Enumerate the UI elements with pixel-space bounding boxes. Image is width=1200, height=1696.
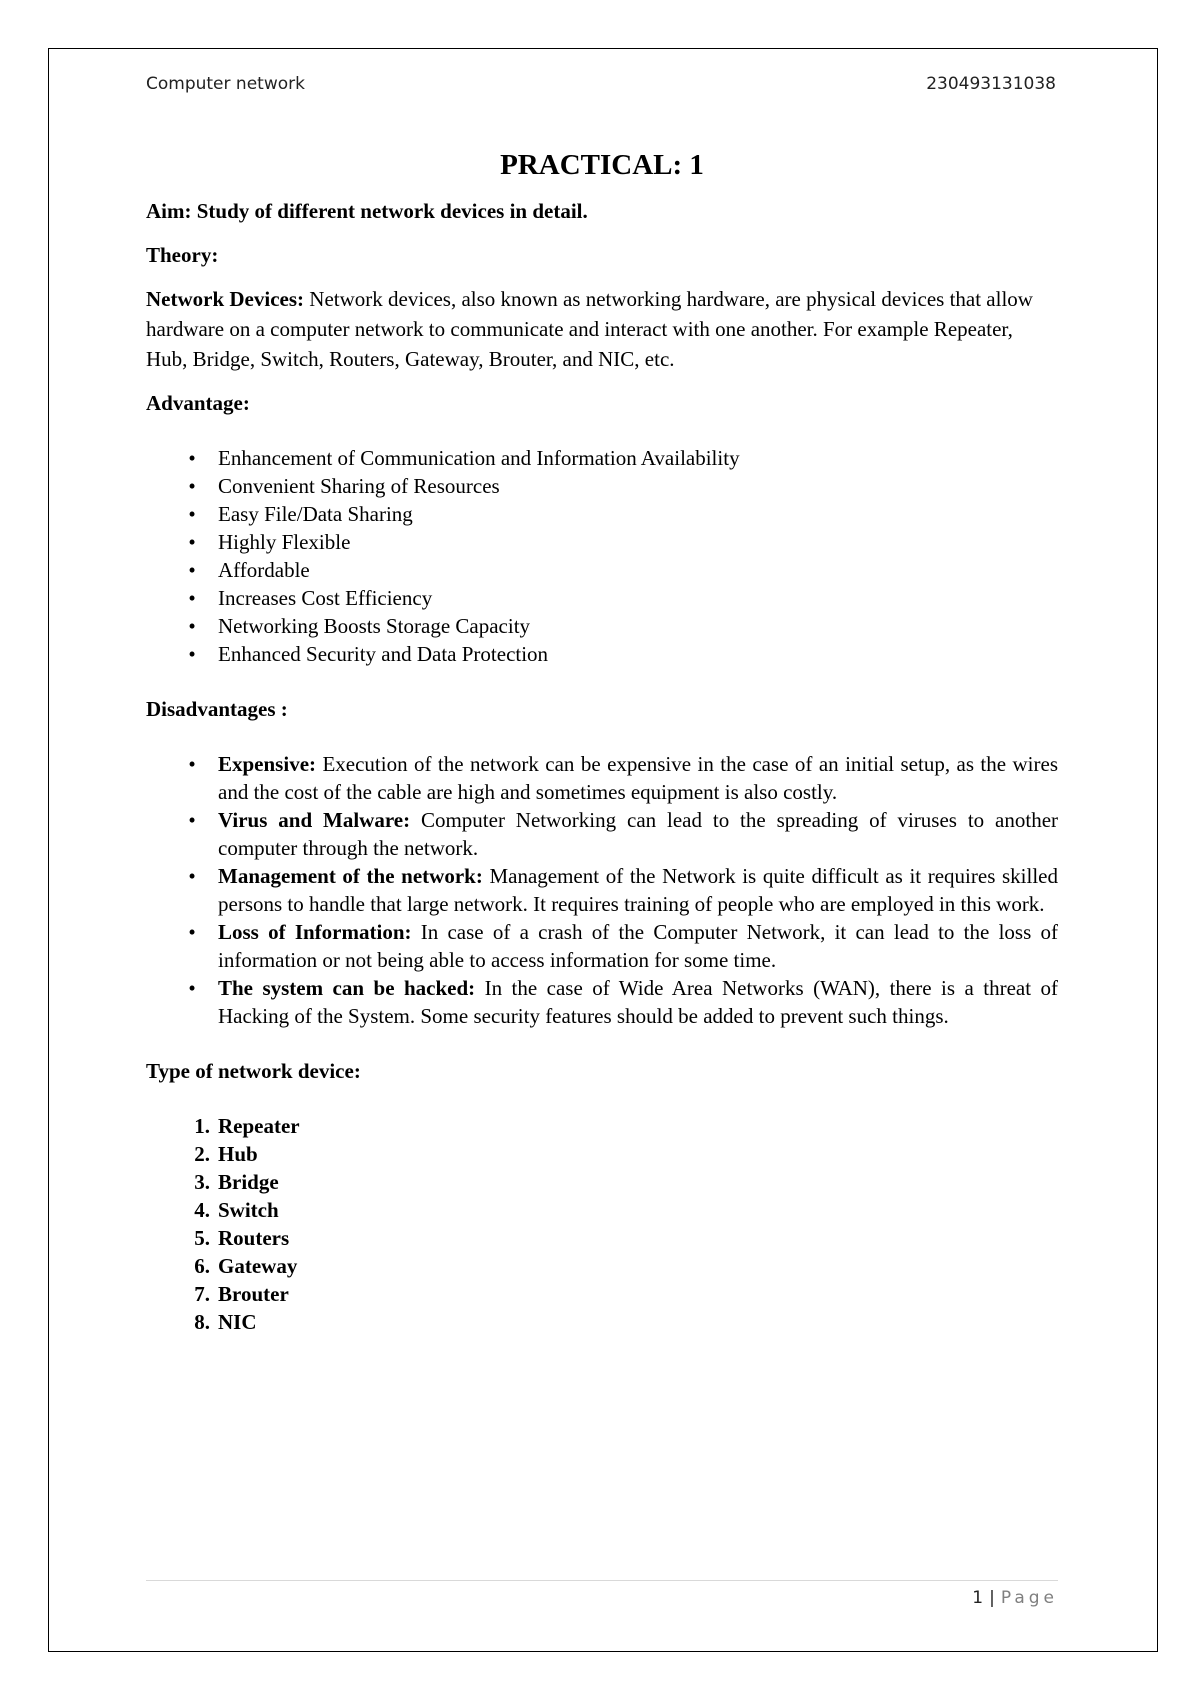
list-number: 8.	[194, 1310, 210, 1334]
disadvantages-heading: Disadvantages :	[146, 697, 288, 721]
bullet-icon: •	[188, 558, 196, 582]
footer-separator: |	[989, 1588, 995, 1608]
document-body	[146, 146, 1058, 1336]
aim-statement: Aim: Study of different network devices in detail.	[146, 199, 588, 223]
advantage-item-text: Enhanced Security and Data Protection	[218, 642, 549, 666]
page-word: Page	[1000, 1588, 1058, 1608]
footer-divider	[146, 1580, 1058, 1581]
bullet-icon: •	[188, 864, 196, 888]
advantage-item	[146, 556, 1058, 584]
page-title: PRACTICAL: 1	[500, 149, 704, 181]
disadvantage-text: In the case of Wide Area Networks (WAN), there is a threat of Hacking of the System. Some security features should be added to prevent such things.	[218, 976, 1058, 1028]
network-device-type-item	[146, 1308, 1058, 1336]
network-device-type-item	[146, 1112, 1058, 1140]
theory-heading: Theory:	[146, 243, 219, 267]
bullet-icon: •	[188, 502, 196, 526]
network-devices-paragraph	[146, 284, 1058, 374]
advantage-item	[146, 640, 1058, 668]
bullet-icon: •	[188, 474, 196, 498]
page-number: 1	[972, 1588, 984, 1608]
network-device-type-item	[146, 1224, 1058, 1252]
disadvantage-item	[146, 750, 1058, 806]
list-number: 2.	[194, 1142, 210, 1166]
device-type-label: Repeater	[218, 1114, 300, 1138]
types-heading: Type of network device:	[146, 1059, 361, 1083]
page-footer	[972, 1588, 1058, 1608]
disadvantage-item	[146, 918, 1058, 974]
network-devices-text: Network devices, also known as networking hardware, are physical devices that allow hardware on a computer network to communicate and interact with one another. For example Repeater, Hub, Bridge, Switch, Routers, Gateway, Brouter, and NIC, etc.	[146, 287, 1033, 371]
advantage-item-text: Highly Flexible	[218, 530, 351, 554]
advantage-item-text: Enhancement of Communication and Information Availability	[218, 446, 740, 470]
disadvantage-term: Management of the network:	[218, 864, 483, 888]
header-subject: Computer network	[146, 74, 305, 94]
advantage-item-text: Easy File/Data Sharing	[218, 502, 413, 526]
page-header	[146, 74, 1056, 94]
list-number: 3.	[194, 1170, 210, 1194]
disadvantage-term: Virus and Malware:	[218, 808, 411, 832]
advantage-item-text: Convenient Sharing of Resources	[218, 474, 500, 498]
network-device-type-item	[146, 1252, 1058, 1280]
advantage-item	[146, 500, 1058, 528]
bullet-icon: •	[188, 586, 196, 610]
advantage-item	[146, 528, 1058, 556]
device-type-label: Hub	[218, 1142, 258, 1166]
network-device-types-list	[146, 1112, 1058, 1336]
disadvantage-item	[146, 862, 1058, 918]
bullet-icon: •	[188, 920, 196, 944]
advantage-item	[146, 472, 1058, 500]
bullet-icon: •	[188, 752, 196, 776]
advantage-item-text: Networking Boosts Storage Capacity	[218, 614, 531, 638]
advantage-list	[146, 444, 1058, 668]
disadvantage-text: Management of the Network is quite difficult as it requires skilled persons to handle that large network. It requires training of people who are employed in this work.	[218, 864, 1058, 916]
bullet-icon: •	[188, 614, 196, 638]
disadvantage-text: Computer Networking can lead to the spreading of viruses to another computer through the network.	[218, 808, 1059, 860]
bullet-icon: •	[188, 642, 196, 666]
device-type-label: Routers	[218, 1226, 290, 1250]
list-number: 5.	[194, 1226, 210, 1250]
advantage-item-text: Increases Cost Efficiency	[218, 586, 433, 610]
disadvantages-list	[146, 750, 1058, 1030]
device-type-label: Bridge	[218, 1170, 279, 1194]
disadvantage-text: In case of a crash of the Computer Network, it can lead to the loss of information or not being able to access information for some time.	[218, 920, 1058, 972]
disadvantage-text: Execution of the network can be expensive in the case of an initial setup, as the wires and the cost of the cable are high and sometimes equipment is also costly.	[218, 752, 1058, 804]
device-type-label: Gateway	[218, 1254, 298, 1278]
advantage-heading: Advantage:	[146, 391, 250, 415]
network-device-type-item	[146, 1196, 1058, 1224]
header-enrollment-number: 230493131038	[926, 74, 1056, 94]
list-number: 6.	[194, 1254, 210, 1278]
network-device-type-item	[146, 1168, 1058, 1196]
network-device-type-item	[146, 1140, 1058, 1168]
bullet-icon: •	[188, 976, 196, 1000]
device-type-label: Switch	[218, 1198, 279, 1222]
network-device-type-item	[146, 1280, 1058, 1308]
disadvantage-term: Expensive:	[218, 752, 317, 776]
advantage-item	[146, 584, 1058, 612]
disadvantage-term: Loss of Information:	[218, 920, 412, 944]
bullet-icon: •	[188, 446, 196, 470]
bullet-icon: •	[188, 808, 196, 832]
device-type-label: NIC	[218, 1310, 257, 1334]
list-number: 7.	[194, 1282, 210, 1306]
disadvantage-item	[146, 974, 1058, 1030]
network-devices-term: Network Devices:	[146, 287, 305, 311]
list-number: 4.	[194, 1198, 210, 1222]
advantage-item	[146, 444, 1058, 472]
disadvantage-item	[146, 806, 1058, 862]
advantage-item	[146, 612, 1058, 640]
list-number: 1.	[194, 1114, 210, 1138]
bullet-icon: •	[188, 530, 196, 554]
device-type-label: Brouter	[218, 1282, 289, 1306]
disadvantage-term: The system can be hacked:	[218, 976, 476, 1000]
advantage-item-text: Affordable	[218, 558, 310, 582]
